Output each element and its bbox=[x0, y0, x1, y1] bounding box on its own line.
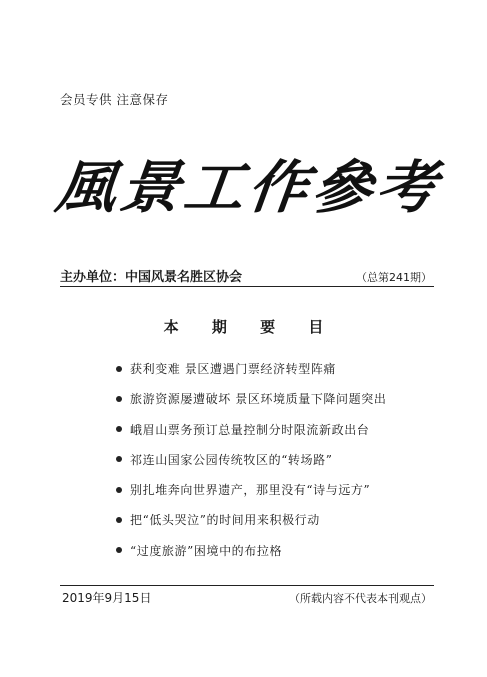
bullet-icon bbox=[116, 426, 122, 432]
bullet-icon bbox=[116, 517, 122, 523]
header-divider bbox=[60, 286, 434, 287]
member-note: 会员专供 注意保存 bbox=[60, 92, 169, 107]
contents-item-text: 旅游资源屡遭破坏 景区环境质量下降问题突出 bbox=[130, 392, 387, 407]
masthead-title: 風景工作參考 bbox=[52, 154, 444, 222]
contents-item-text: “过度旅游”困境中的布拉格 bbox=[130, 543, 283, 558]
issue-number: （总第241期） bbox=[356, 271, 432, 284]
footer-row bbox=[62, 589, 432, 606]
bullet-icon bbox=[116, 456, 122, 462]
contents-item-text: 把“低头哭泣”的时间用来积极行动 bbox=[130, 513, 320, 528]
contents-heading: 本 期 要 目 bbox=[163, 318, 338, 336]
bullet-icon bbox=[116, 396, 122, 402]
footer-divider bbox=[60, 585, 434, 586]
bullet-icon bbox=[116, 487, 122, 493]
contents-item-text: 获利变难 景区遭遇门票经济转型阵痛 bbox=[130, 362, 337, 376]
bullet-icon bbox=[116, 366, 122, 372]
disclaimer: （所载内容不代表本刊观点） bbox=[289, 592, 432, 605]
bullet-icon bbox=[116, 547, 122, 553]
host-organization: 主办单位：中国风景名胜区协会 bbox=[60, 270, 243, 285]
publisher-row bbox=[60, 266, 432, 286]
publication-date: 2019年9月15日 bbox=[62, 591, 152, 605]
contents-item-text: 峨眉山票务预订总量控制分时限流新政出台 bbox=[130, 422, 370, 437]
contents-item-text: 别扎堆奔向世界遗产，那里没有“诗与远方” bbox=[130, 483, 371, 498]
contents-item-text: 祁连山国家公园传统牧区的“转场路” bbox=[130, 452, 333, 467]
